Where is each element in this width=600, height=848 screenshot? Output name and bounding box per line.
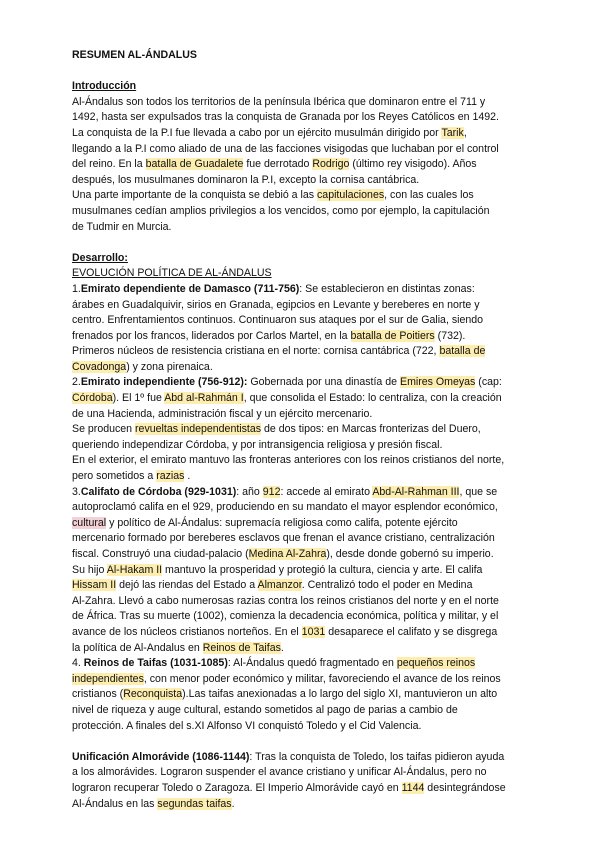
text-run: Gobernada por una dinastía de: [247, 376, 400, 389]
text-run: fue derrotado: [243, 158, 313, 171]
development-line: [72, 578, 530, 594]
text-run: : año: [236, 485, 263, 498]
highlighted-term: pequeños reinos: [396, 657, 476, 670]
development-subheading: EVOLUCIÓN POLÍTICA DE AL-ÁNDALUS: [72, 267, 272, 280]
highlighted-term: batalla de Poitiers: [350, 329, 435, 342]
text-run: 3.: [72, 485, 81, 498]
highlighted-term: Tarik: [441, 126, 464, 139]
unification-line: [72, 797, 530, 813]
text-run: .: [280, 641, 284, 654]
text-run: .: [184, 470, 191, 483]
intro-line: [72, 204, 530, 220]
text-run: lograron recuperar Toledo o Zaragoza. El Imperio Almorávide cayó en: [72, 781, 402, 794]
highlighted-term: Medina Al-Zahra: [248, 548, 327, 560]
development-line: [72, 453, 530, 469]
text-run: avance de los núcleos cristianos norteños. En el: [72, 625, 302, 638]
development-line: [72, 344, 530, 360]
highlighted-term: segundas taifas: [157, 797, 232, 810]
highlighted-term: revueltas independentistas: [135, 423, 262, 436]
unification-line: [72, 765, 530, 781]
text-run: protección. A finales del s.XI Alfonso VI conquistó Toledo y el Cid Valencia.: [72, 719, 422, 732]
spacer: [72, 734, 530, 750]
highlighted-term: Abd al-Rahmán I: [164, 392, 244, 405]
text-run: la política de Al-Andalus en: [72, 641, 203, 654]
intro-line: [72, 110, 530, 126]
development-line: [72, 375, 530, 391]
intro-heading: Introducción: [72, 80, 137, 93]
development-line: [72, 500, 530, 516]
development-line: [72, 594, 530, 610]
development-line: [72, 547, 530, 563]
text-run: .: [231, 797, 235, 810]
bold-term: Emirato independiente (756-912):: [80, 376, 248, 389]
intro-line: [72, 126, 530, 142]
development-section: [72, 282, 530, 734]
text-run: (cap:: [475, 376, 502, 389]
text-run: de una Hacienda, administración fiscal y un ejército mercenario.: [72, 407, 373, 420]
spacer: [72, 64, 530, 80]
text-run: desaparece el califato y se disgrega: [325, 625, 498, 638]
development-line: [72, 360, 530, 376]
highlighted-term: Almanzor: [257, 579, 302, 592]
bold-term: Califato de Córdoba (929-1031): [80, 485, 237, 498]
development-line: [72, 422, 530, 438]
text-run: 1492, hasta ser expulsados tras la conquista de Granada por los Reyes Católicos en 1492.: [72, 111, 499, 124]
text-run: fiscal. Construyó una ciudad-palacio (: [72, 548, 249, 560]
text-run: 2.: [72, 376, 81, 389]
text-run: : Se establecieron en distintas zonas:: [299, 282, 475, 295]
text-run: Al-Ándalus son todos los territorios de la península Ibérica que dominaron entre el 711 y: [72, 95, 486, 108]
highlighted-term: cultural: [72, 516, 107, 529]
text-run: del reino. En la: [72, 158, 146, 171]
development-line: [72, 687, 530, 703]
text-run: : accede al emirato: [280, 485, 373, 498]
text-run: Primeros núcleos de resistencia cristiana en el norte: cornisa cantábrica (722,: [72, 345, 440, 358]
unification-line: [72, 750, 530, 766]
text-run: mantuvo la prosperidad y protegió la cultura, ciencia y arte. El califa: [162, 563, 483, 576]
bold-term: Unificación Almorávide (1086-1144): [72, 750, 250, 763]
development-line: [72, 407, 530, 423]
highlighted-term: Covadonga: [72, 360, 127, 373]
text-run: nivel de riqueza y auge cultural, estando sometidos al pago de parias a cambio de: [72, 703, 458, 716]
development-line: [72, 438, 530, 454]
text-run: desintegrándose: [424, 781, 506, 794]
development-line: [72, 516, 530, 532]
text-run: . Centralizó todo el poder en Medina: [301, 579, 473, 592]
text-run: En el exterior, el emirato mantuvo las fronteras anteriores con los reinos cristianos del norte,: [72, 454, 505, 467]
intro-line: [72, 142, 530, 158]
development-line: [72, 641, 530, 657]
spacer: [72, 235, 530, 251]
development-line: [72, 298, 530, 314]
text-run: ).Las taifas anexionadas a lo largo del siglo XI, mantuvieron un alto: [182, 688, 498, 701]
highlighted-term: razias: [156, 470, 185, 483]
highlighted-term: Córdoba: [72, 392, 113, 405]
development-line: [72, 282, 530, 298]
development-line: [72, 329, 530, 345]
unification-section: [72, 750, 530, 812]
highlighted-term: Al-Hakam II: [106, 563, 163, 576]
text-run: autoproclamó califa en el 929, produciendo en su mandato el mayor esplendor económico,: [72, 501, 498, 514]
intro-line: [72, 95, 530, 111]
highlighted-term: batalla de Guadalete: [145, 158, 244, 171]
text-run: Se producen: [72, 423, 136, 436]
development-line: [72, 391, 530, 407]
intro-line: [72, 220, 530, 236]
highlighted-term: 912: [262, 485, 281, 498]
highlighted-term: Rodrigo: [312, 158, 350, 171]
text-run: a los almorávides. Lograron suspender el avance cristiano y unificar Al-Ándalus, pero no: [72, 766, 487, 779]
intro-section: [72, 95, 530, 235]
highlighted-term: Abd-Al-Rahman III: [372, 485, 460, 498]
unification-line: [72, 781, 530, 797]
development-line: [72, 703, 530, 719]
text-run: frenados por los francos, liderados por Carlos Martel, en la: [72, 329, 351, 342]
text-run: 1.: [72, 282, 81, 295]
text-run: de dos tipos: en Marcas fronterizas del Duero,: [261, 423, 481, 436]
text-run: mercenario formado por bereberes esclavos que frenan el avance cristiano, centralización: [72, 532, 495, 545]
text-run: , que consolida el Estado: lo centraliza, con la creación: [243, 392, 502, 405]
text-run: pero sometidos a: [72, 470, 157, 483]
development-line: [72, 609, 530, 625]
text-run: 4.: [72, 657, 84, 670]
bold-term: Reinos de Taifas (1031-1085): [83, 657, 228, 670]
text-run: musulmanes cedían amplios privilegios a los vencidos, como por ejemplo, la capitulación: [72, 204, 490, 217]
intro-line: [72, 157, 530, 173]
text-run: Al-Ándalus en las: [72, 797, 158, 810]
text-run: llegando a la P.I como aliado de una de las facciones visigodas que luchaban por el control: [72, 142, 499, 155]
text-run: de Tudmir en Murcia.: [72, 220, 172, 233]
development-line: [72, 719, 530, 735]
text-run: (732).: [434, 329, 466, 342]
text-run: , con las cuales los: [384, 189, 474, 202]
text-run: : Tras la conquista de Toledo, los taifas pidieron ayuda: [249, 750, 505, 763]
text-run: Al-Zahra. Llevó a cabo numerosas razias contra los reinos cristianos del norte y en el norte: [72, 594, 499, 607]
development-line: [72, 313, 530, 329]
text-run: después, los musulmanes dominaron la P.I, excepto la cornisa cantábrica.: [72, 173, 420, 186]
highlighted-term: batalla de: [439, 345, 486, 358]
text-run: ), desde donde gobernó su imperio.: [326, 548, 494, 560]
bold-term: Emirato dependiente de Damasco (711-756): [80, 282, 300, 295]
highlighted-term: 1144: [401, 781, 425, 794]
development-line: [72, 469, 530, 485]
text-run: de África. Tras su muerte (1002), comienza la decadencia económica, política y militar, y el: [72, 610, 499, 623]
highlighted-term: Reinos de Taifas: [202, 641, 281, 654]
text-run: queriendo independizar Córdoba, y por intransigencia religiosa y presión fiscal.: [72, 438, 443, 451]
development-line: [72, 485, 530, 501]
text-run: ). El 1º fue: [112, 392, 165, 405]
highlighted-term: Reconquista: [123, 688, 183, 701]
text-run: árabes en Guadalquivir, sirios en Granada, egipcios en Levante y bereberes en norte y: [72, 298, 480, 311]
text-run: , que se: [459, 485, 498, 498]
text-run: : Al-Ándalus quedó fragmentado en: [227, 657, 397, 670]
text-run: ,: [463, 126, 467, 139]
highlighted-term: Emires Omeyas: [400, 376, 476, 389]
development-heading: Desarrollo:: [72, 251, 128, 264]
intro-line: [72, 173, 530, 189]
highlighted-term: independientes: [72, 672, 144, 685]
text-run: dejó las riendas del Estado a: [116, 579, 258, 592]
text-run: cristianos (: [72, 688, 124, 701]
development-line: [72, 625, 530, 641]
text-run: ) y zona pirenaica.: [126, 360, 213, 373]
text-run: centro. Enfrentamientos continuos. Continuaron sus ataques por el sur de Galia, siendo: [72, 314, 484, 327]
text-run: (último rey visigodo). Años: [349, 158, 477, 171]
development-line: [72, 672, 530, 688]
highlighted-term: capitulaciones: [317, 189, 385, 202]
development-line: [72, 531, 530, 547]
text-run: Una parte importante de la conquista se debió a las: [72, 189, 317, 202]
intro-line: [72, 188, 530, 204]
highlighted-term: Hissam II: [72, 579, 117, 592]
text-run: y político de Al-Ándalus: supremacía religiosa como califa, potente ejército: [106, 516, 458, 529]
development-line: [72, 656, 530, 672]
text-run: Su hijo: [72, 563, 107, 576]
development-line: [72, 563, 530, 579]
text-run: , con menor poder económico y militar, favoreciendo el avance de los reinos: [143, 672, 501, 685]
text-run: La conquista de la P.I fue llevada a cabo por un ejército musulmán dirigido por: [72, 126, 442, 139]
highlighted-term: 1031: [301, 625, 326, 638]
document-title: RESUMEN AL-ÁNDALUS: [72, 49, 197, 61]
